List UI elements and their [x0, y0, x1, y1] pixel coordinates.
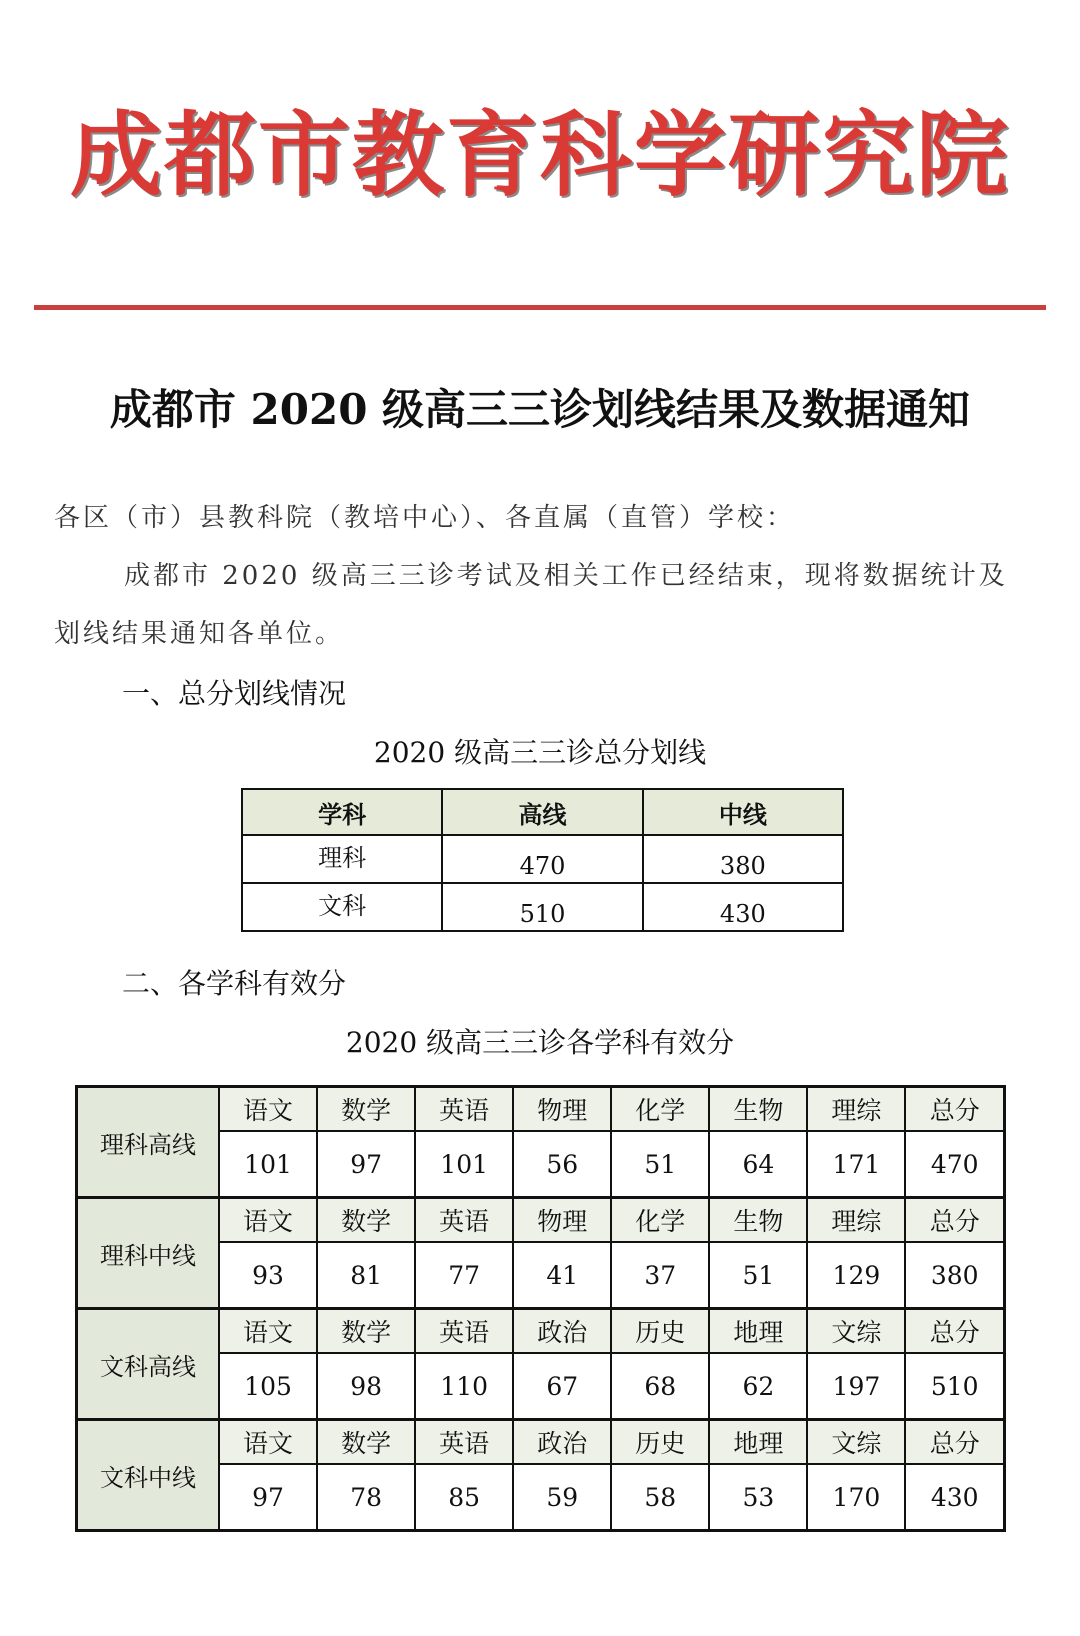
score-cell: 77 — [415, 1242, 513, 1309]
subject-header-row — [77, 1309, 1005, 1354]
body-paragraph-line-2: 划线结果通知各单位。 — [54, 619, 345, 649]
score-cell: 129 — [807, 1242, 905, 1309]
subject-name-cell: 物理 — [513, 1087, 611, 1132]
subject-header-row — [77, 1087, 1005, 1132]
table-row — [242, 883, 843, 931]
group-label: 文科高线 — [77, 1309, 220, 1420]
subject-name-cell: 总分 — [905, 1087, 1004, 1132]
subject-name-cell: 语文 — [219, 1087, 317, 1132]
score-cell: 56 — [513, 1131, 611, 1198]
subject-name-cell: 数学 — [317, 1420, 415, 1465]
subject-name-cell: 数学 — [317, 1198, 415, 1243]
subject-name-cell: 历史 — [611, 1420, 709, 1465]
subject-name-cell: 语文 — [219, 1309, 317, 1354]
subject-name-cell: 英语 — [415, 1087, 513, 1132]
total-score-cutoff-table — [241, 788, 844, 932]
subject-name-cell: 英语 — [415, 1309, 513, 1354]
score-cell: 97 — [317, 1131, 415, 1198]
subject-name-cell: 政治 — [513, 1420, 611, 1465]
subject-name-cell: 数学 — [317, 1309, 415, 1354]
subject-name-cell: 化学 — [611, 1087, 709, 1132]
score-cell: 97 — [219, 1464, 317, 1531]
total-score-table-caption: 2020 级高三三诊总分划线 — [373, 736, 707, 769]
score-cell: 64 — [709, 1131, 807, 1198]
high-cell: 470 — [442, 835, 642, 883]
subject-cell: 理科 — [242, 835, 442, 883]
score-cell: 380 — [905, 1242, 1004, 1309]
table-row — [242, 835, 843, 883]
score-cell: 105 — [219, 1353, 317, 1420]
subject-score-table-caption: 2020 级高三三诊各学科有效分 — [345, 1026, 735, 1059]
table-header-row — [242, 789, 843, 835]
score-cell: 85 — [415, 1464, 513, 1531]
subject-name-cell: 理综 — [807, 1198, 905, 1243]
subject-name-cell: 数学 — [317, 1087, 415, 1132]
section-2-heading: 二、各学科有效分 — [122, 967, 347, 1000]
document-title: 成都市 2020 级高三三诊划线结果及数据通知 — [109, 385, 971, 434]
subject-cell: 文科 — [242, 883, 442, 931]
subject-name-cell: 总分 — [905, 1309, 1004, 1354]
score-cell: 53 — [709, 1464, 807, 1531]
subject-name-cell: 文综 — [807, 1309, 905, 1354]
high-cell: 510 — [442, 883, 642, 931]
subject-name-cell: 政治 — [513, 1309, 611, 1354]
score-cell: 101 — [219, 1131, 317, 1198]
subject-header-row — [77, 1198, 1005, 1243]
subject-header-row — [77, 1420, 1005, 1465]
body-paragraph-line-1: 成都市 2020 级高三三诊考试及相关工作已经结束，现将数据统计及 — [124, 561, 1008, 591]
subject-name-cell: 地理 — [709, 1309, 807, 1354]
letterhead-divider — [34, 305, 1046, 310]
mid-cell: 430 — [643, 883, 843, 931]
score-cell: 93 — [219, 1242, 317, 1309]
col-header-high: 高线 — [442, 789, 642, 835]
subject-name-cell: 地理 — [709, 1420, 807, 1465]
col-header-mid: 中线 — [643, 789, 843, 835]
score-cell: 41 — [513, 1242, 611, 1309]
subject-name-cell: 总分 — [905, 1198, 1004, 1243]
group-label: 理科中线 — [77, 1198, 220, 1309]
score-cell: 58 — [611, 1464, 709, 1531]
score-cell: 62 — [709, 1353, 807, 1420]
subject-name-cell: 生物 — [709, 1087, 807, 1132]
score-cell: 51 — [709, 1242, 807, 1309]
score-cell: 430 — [905, 1464, 1004, 1531]
subject-name-cell: 文综 — [807, 1420, 905, 1465]
score-cell: 170 — [807, 1464, 905, 1531]
group-label: 文科中线 — [77, 1420, 220, 1531]
score-cell: 59 — [513, 1464, 611, 1531]
score-cell: 197 — [807, 1353, 905, 1420]
subject-name-cell: 历史 — [611, 1309, 709, 1354]
subject-effective-score-table — [75, 1085, 1006, 1532]
score-cell: 51 — [611, 1131, 709, 1198]
subject-name-cell: 英语 — [415, 1198, 513, 1243]
subject-name-cell: 物理 — [513, 1198, 611, 1243]
score-cell: 470 — [905, 1131, 1004, 1198]
section-1-heading: 一、总分划线情况 — [122, 677, 347, 710]
subject-name-cell: 语文 — [219, 1198, 317, 1243]
score-cell: 101 — [415, 1131, 513, 1198]
subject-name-cell: 生物 — [709, 1198, 807, 1243]
score-cell: 68 — [611, 1353, 709, 1420]
subject-name-cell: 总分 — [905, 1420, 1004, 1465]
score-cell: 171 — [807, 1131, 905, 1198]
subject-name-cell: 语文 — [219, 1420, 317, 1465]
mid-cell: 380 — [643, 835, 843, 883]
col-header-subject: 学科 — [242, 789, 442, 835]
score-cell: 78 — [317, 1464, 415, 1531]
subject-name-cell: 理综 — [807, 1087, 905, 1132]
score-cell: 37 — [611, 1242, 709, 1309]
score-cell: 81 — [317, 1242, 415, 1309]
salutation: 各区（市）县教科院（教培中心）、各直属（直管）学校： — [54, 503, 796, 533]
subject-name-cell: 化学 — [611, 1198, 709, 1243]
subject-name-cell: 英语 — [415, 1420, 513, 1465]
score-cell: 98 — [317, 1353, 415, 1420]
score-cell: 67 — [513, 1353, 611, 1420]
org-letterhead: 成都市教育科学研究院 — [69, 101, 1010, 209]
group-label: 理科高线 — [77, 1087, 220, 1198]
score-cell: 110 — [415, 1353, 513, 1420]
score-cell: 510 — [905, 1353, 1004, 1420]
